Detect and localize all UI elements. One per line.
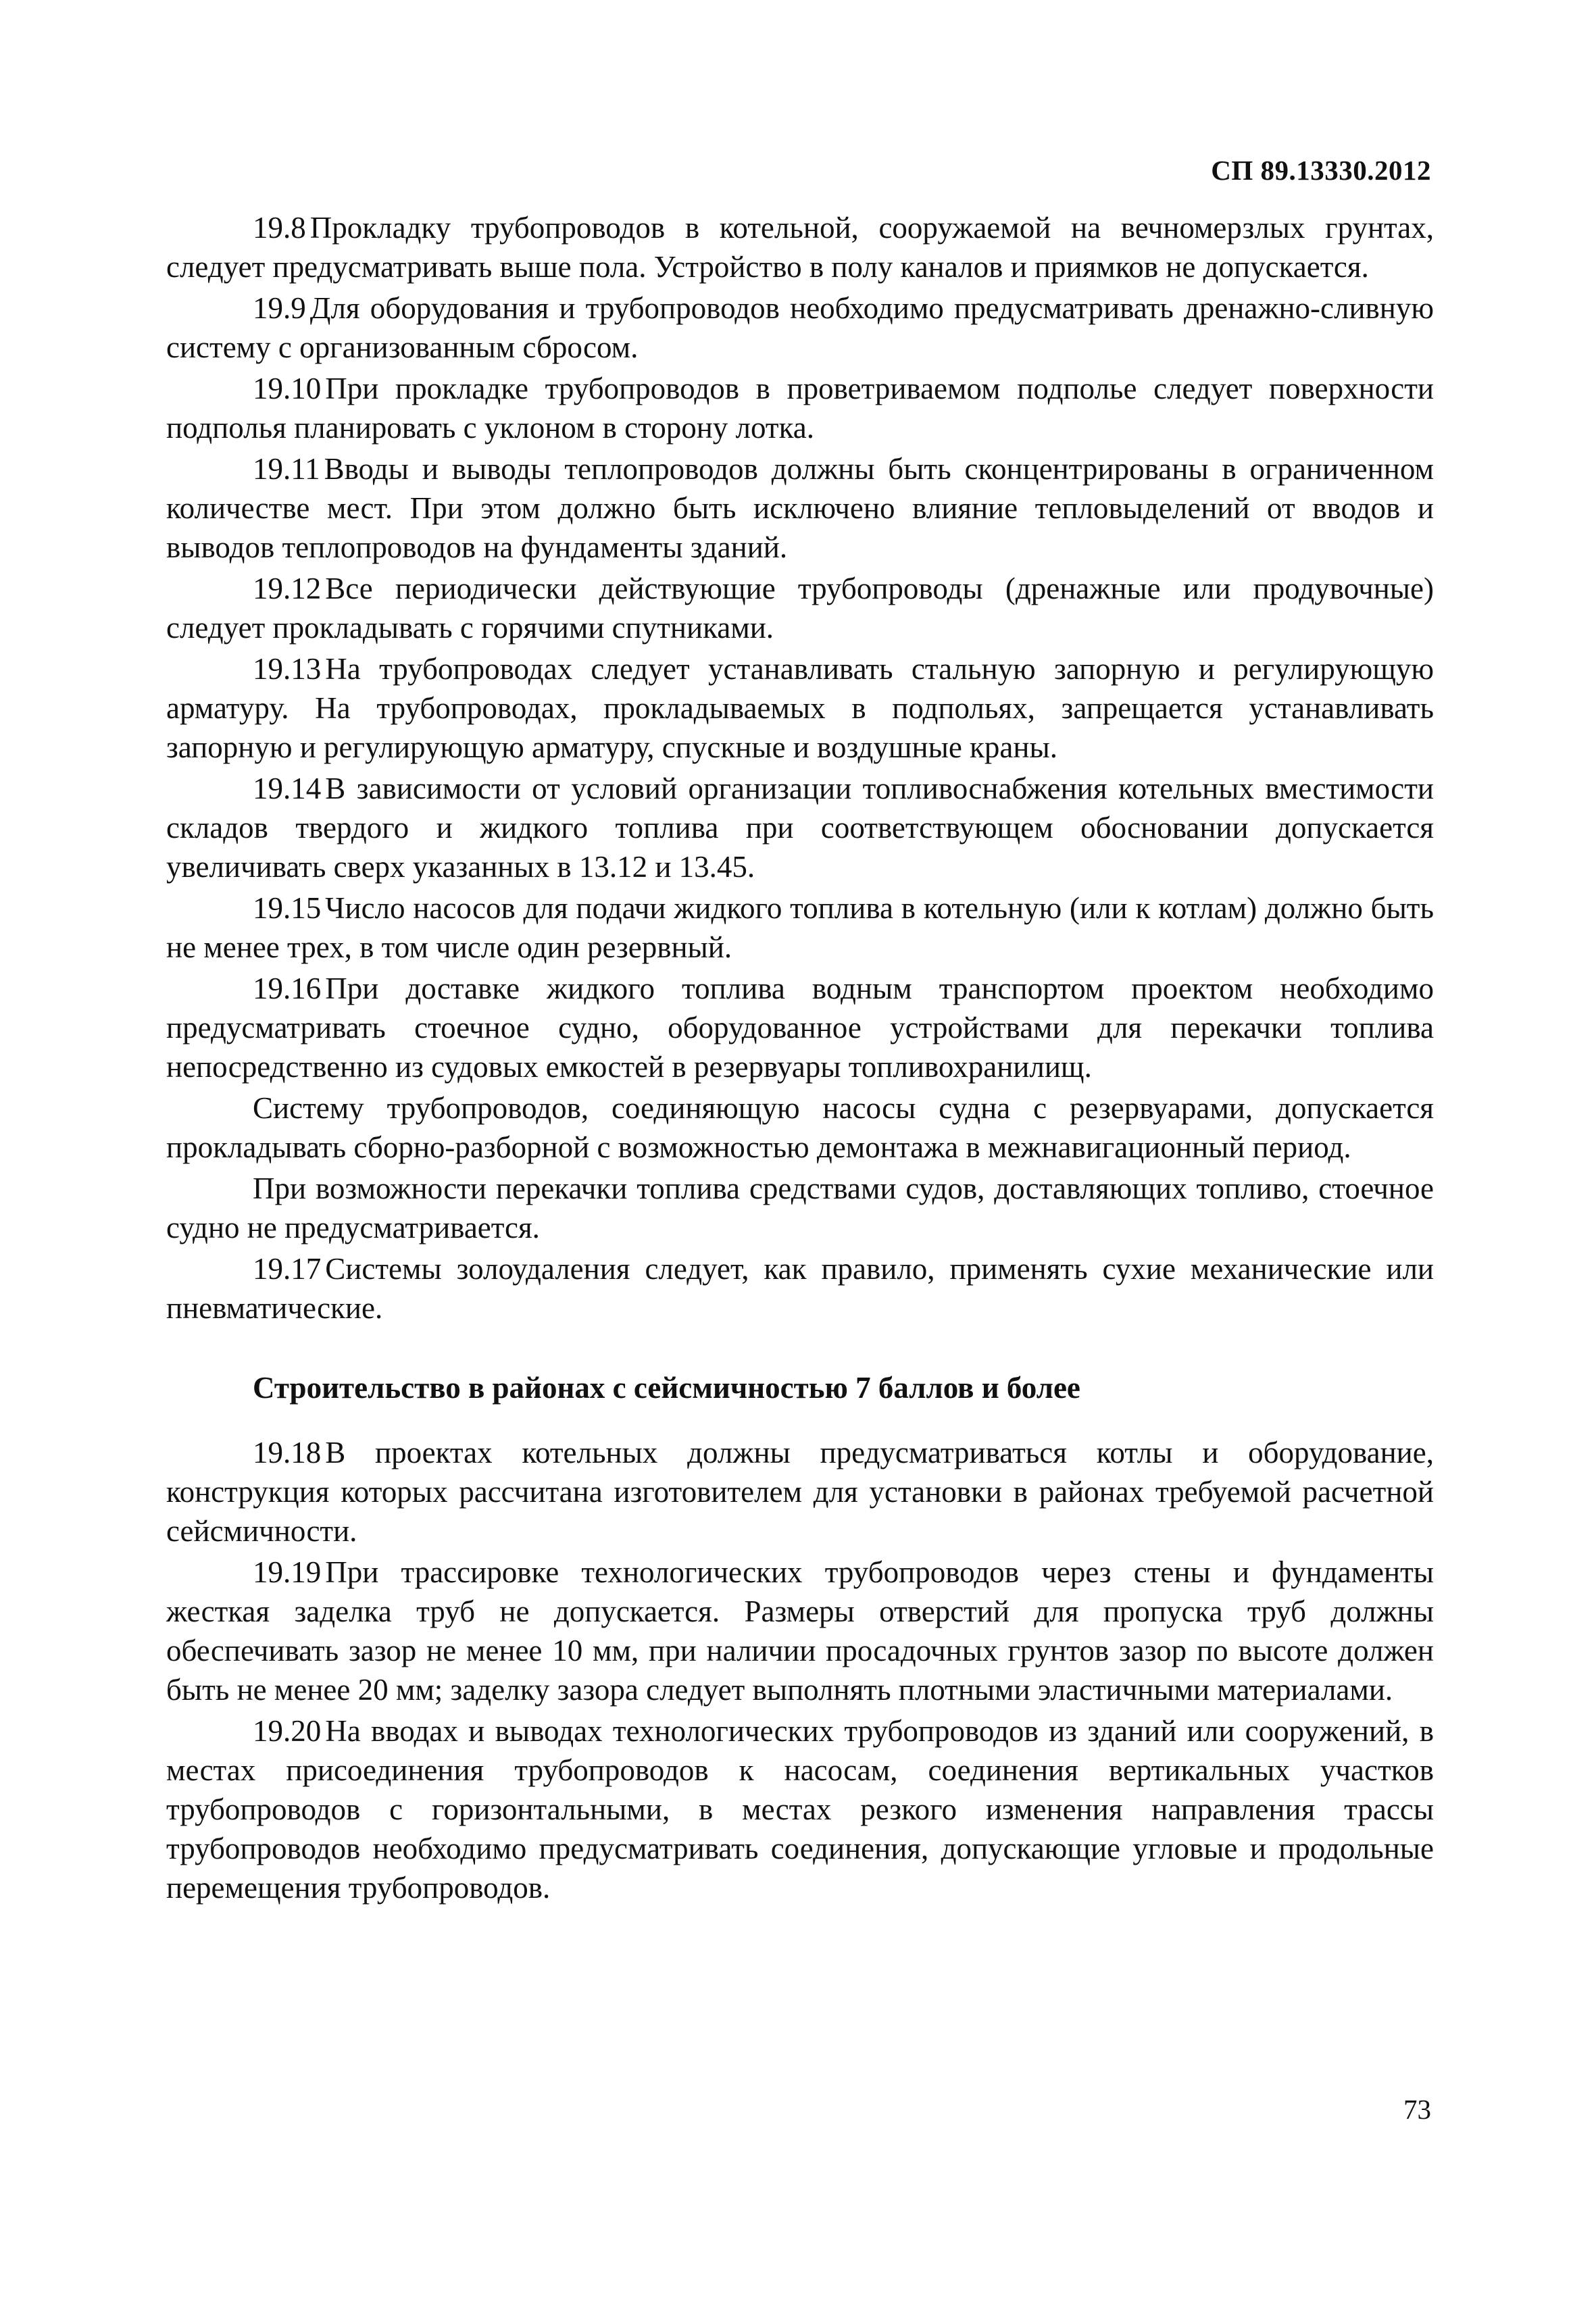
clause-text: На трубопроводах следует устанавливать стальную запорную и регулирующую арматуру. На трубопроводах, прокладываемых в подпольях, запрещается устанавливать запорную и регулирующую арматуру, спускные и воздушные краны. [166,652,1434,764]
clause-paragraph [166,449,1434,567]
clause-text: На вводах и выводах технологических трубопроводов из зданий или сооружений, в местах присоединения трубопроводов к насосам, соединения вертикальных участков трубопроводов с горизонтальными, в местах резкого изменения направления трассы трубопроводов необходимо предусматривать соединения, допускающие угловые и продольные перемещения трубопроводов. [166,1714,1434,1905]
clause-number: 19.12 [253,572,322,605]
clause-number: 19.14 [253,772,322,805]
clause-number: 19.9 [253,291,306,325]
clause-text: Для оборудования и трубопроводов необходимо предусматривать дренажно-сливную систему с организованным сбросом. [166,291,1434,364]
clause-text: В проектах котельных должны предусматриваться котлы и оборудование, конструкция которых рассчитана изготовителем для установки в районах требуемой расчетной сейсмичности. [166,1436,1434,1548]
clause-text: Системы золоудаления следует, как правило, применять сухие механические или пневматические. [166,1252,1434,1325]
clause-number: 19.19 [253,1555,322,1589]
clause-text: Систему трубопроводов, соединяющую насосы судна с резервуарами, допускается прокладывать сборно-разборной с возможностью демонтажа в межнавигационный период. [166,1091,1434,1164]
clause-text: При возможности перекачки топлива средствами судов, доставляющих топливо, стоечное судно не предусматривается. [166,1172,1434,1244]
clause-paragraph [166,1711,1434,1907]
clause-text: Число насосов для подачи жидкого топлива в котельную (или к котлам) должно быть не менее трех, в том числе один резервный. [166,891,1434,964]
clause-paragraph [166,1433,1434,1551]
document-code: СП 89.13330.2012 [1211,155,1431,186]
clause-text: Прокладку трубопроводов в котельной, сооружаемой на вечномерзлых грунтах, следует предусматривать выше пола. Устройство в полу каналов и приямков не допускается. [166,211,1434,284]
clause-paragraph [166,649,1434,767]
clause-text: В зависимости от условий организации топливоснабжения котельных вместимости складов твердого и жидкого топлива при соответствующем обосновании допускается увеличивать сверх указанных в 13.12 и 13.45. [166,772,1434,884]
page-number: 73 [1403,2094,1431,2125]
continuation-paragraph [166,1169,1434,1247]
clause-number: 19.15 [253,891,322,925]
clause-text: Все периодически действующие трубопроводы (дренажные или продувочные) следует прокладывать с горячими спутниками. [166,572,1434,645]
paragraph-list [166,208,1434,1328]
clause-number: 19.17 [253,1252,322,1286]
document-body [166,208,1434,1907]
clause-text: Вводы и выводы теплопроводов должны быть сконцентрированы в ограниченном количестве мест. При этом должно быть исключено влияние тепловыделений от вводов и выводов теплопроводов на фундаменты зданий. [166,452,1434,564]
clause-number: 19.16 [253,972,322,1005]
paragraph-list [166,1433,1434,1907]
clause-number: 19.11 [253,452,320,486]
continuation-paragraph [166,1088,1434,1167]
clause-number: 19.20 [253,1714,322,1748]
section-heading: Строительство в районах с сейсмичностью 7 баллов и более [253,1371,1080,1405]
clause-paragraph [166,888,1434,967]
clause-paragraph [166,969,1434,1086]
clause-text: При доставке жидкого топлива водным транспортом проектом необходимо предусматривать стоечное судно, оборудованное устройствами для перекачки топлива непосредственно из судовых емкостей в резервуары топливохранилищ. [166,972,1434,1084]
clause-paragraph [166,369,1434,447]
clause-number: 19.10 [253,372,322,405]
clause-paragraph [166,208,1434,286]
clause-number: 19.8 [253,211,306,245]
clause-number: 19.18 [253,1436,322,1469]
clause-number: 19.13 [253,652,322,686]
clause-text: При прокладке трубопроводов в проветриваемом подполье следует поверхности подполья планировать с уклоном в сторону лотка. [166,372,1434,445]
clause-paragraph [166,288,1434,367]
clause-text: При трассировке технологических трубопроводов через стены и фундаменты жесткая заделка труб не допускается. Размеры отверстий для пропуска труб должны обеспечивать зазор не менее 10 мм, при наличии просадочных грунтов зазор по высоте должен быть не менее 20 мм; заделку зазора следует выполнять плотными эластичными материалами. [166,1555,1434,1707]
clause-paragraph [166,569,1434,647]
clause-paragraph [166,1553,1434,1709]
clause-paragraph [166,1249,1434,1328]
clause-paragraph [166,769,1434,886]
